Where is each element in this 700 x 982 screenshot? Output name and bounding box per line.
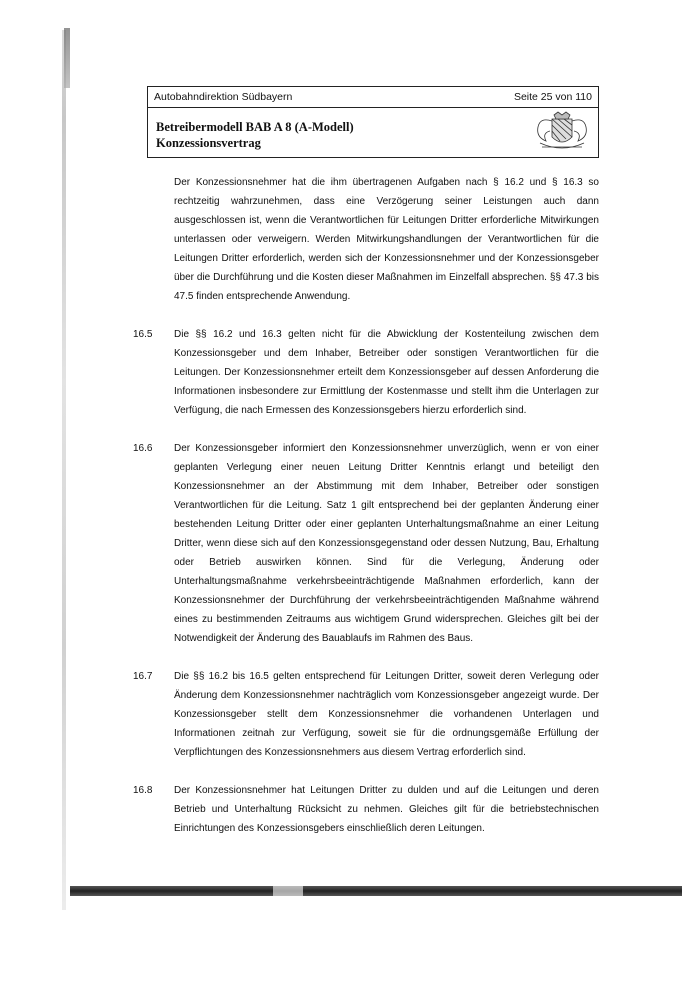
- scan-edge-shadow: [62, 30, 66, 910]
- scan-bottom-bar-gap: [273, 884, 303, 896]
- paragraph-text: Die §§ 16.2 und 16.3 gelten nicht für die Abwicklung der Kostenteilung zwischen dem Konzessionsgeber und dem Inhaber, Betreiber oder sonstigen Verantwortlichen für die Leitungen. Der Konzessionsnehmer erteilt dem Konzessionsgeber auf dessen Anforderung die Informationen insbesondere zur Ermittlung der Kostenmasse und stellt ihm die Unterlagen zur Verfügung, die nach Ermessen des Konzessionsgebers hierzu erforderlich sind.: [174, 329, 599, 416]
- paragraph-text: Der Konzessionsnehmer hat Leitungen Dritter zu dulden und auf die Leitungen und deren Betrieb und Unterhaltung Rücksicht zu nehmen. Gleiches gilt für die betriebstechnischen Einrichtungen des Konzessionsgebers einschließlich deren Leitungen.: [174, 785, 599, 834]
- document-header: [147, 86, 599, 158]
- paragraph-16-7: [133, 667, 599, 762]
- bavarian-coat-of-arms-icon: [532, 111, 592, 153]
- page-number: Seite 25 von 110: [513, 91, 592, 103]
- authority-name: Autobahndirektion Südbayern: [154, 91, 293, 103]
- paragraph-text: Der Konzessionsgeber informiert den Konzessionsnehmer unverzüglich, wenn er von einer geplanten Verlegung einer neuen Leitung Dritter Kenntnis erlangt und beteiligt den Konzessionsnehmer an der Abstimmung mit dem Inhaber, Betreiber oder sonstigen Verantwortlichen für die Leitung. Satz 1 gilt entsprechend bei der geplanten Änderung einer bestehenden Leitung Dritter oder einer geplanten Unterhaltungsmaßnahme an einer Leitung Dritter, wenn diese sich auf den Konzessionsgegenstand oder dessen Nutzung, Bau, Erhaltung oder Betrieb auswirken können. Sind für die Verlegung, Änderung oder Unterhaltungsmaßnahme verkehrsbeeinträchtigende Maßnahmen erforderlich, kann der Konzessionsnehmer der Durchführung der verkehrsbeeinträchtigenden Maßnahme während eines zu bestimmenden Zeitraums aus wichtigem Grund widersprechen. Gleiches gilt bei der Notwendigkeit der Änderung des Bauablaufs im Rahmen des Baus.: [174, 443, 599, 644]
- paragraph-text: Die §§ 16.2 bis 16.5 gelten entsprechend für Leitungen Dritter, soweit deren Verlegung oder Änderung dem Konzessionsnehmer nachträglich vom Konzessionsgeber angezeigt wurde. Der Konzessionsgeber stellt dem Konzessionsnehmer die vorhandenen Unterlagen und Informationen zeitnah zur Verfügung, soweit sie für die ordnungsgemäße Erfüllung der Verpflichtungen des Konzessionsnehmers aus diesem Vertrag erforderlich sind.: [174, 671, 599, 758]
- paragraph-intro: [133, 173, 599, 306]
- paragraph-number: 16.7: [133, 671, 153, 682]
- document-body: [133, 173, 599, 838]
- paragraph-text: Der Konzessionsnehmer hat die ihm übertragenen Aufgaben nach § 16.2 und § 16.3 so rechtzeitig wahrzunehmen, dass eine Verzögerung seiner Leistungen auch dann ausgeschlossen ist, wenn die Verantwortlichen für Leitungen Dritter erforderliche Mitwirkungen unterlassen oder verweigern. Werden Mitwirkungshandlungen der Verantwortlichen für die Leitungen Dritter erforderlich, werden sich der Konzessionsnehmer und der Konzessionsgeber über die Durchführung und die Kosten dieser Maßnahmen im Einzelfall absprechen. §§ 47.3 bis 47.5 finden entsprechende Anwendung.: [174, 177, 599, 302]
- document-title: Betreibermodell BAB A 8 (A-Modell): [156, 120, 354, 134]
- paragraph-16-8: [133, 781, 599, 838]
- scan-edge-shadow-top: [64, 28, 70, 88]
- header-title-row: [148, 108, 598, 157]
- header-top-row: [148, 87, 598, 108]
- scan-bottom-bar: [70, 886, 682, 896]
- paragraph-number: 16.5: [133, 329, 153, 340]
- paragraph-16-6: [133, 439, 599, 648]
- document-subtitle: Konzessionsvertrag: [156, 136, 261, 150]
- paragraph-16-5: [133, 325, 599, 420]
- paragraph-number: 16.6: [133, 443, 153, 454]
- paragraph-number: 16.8: [133, 785, 153, 796]
